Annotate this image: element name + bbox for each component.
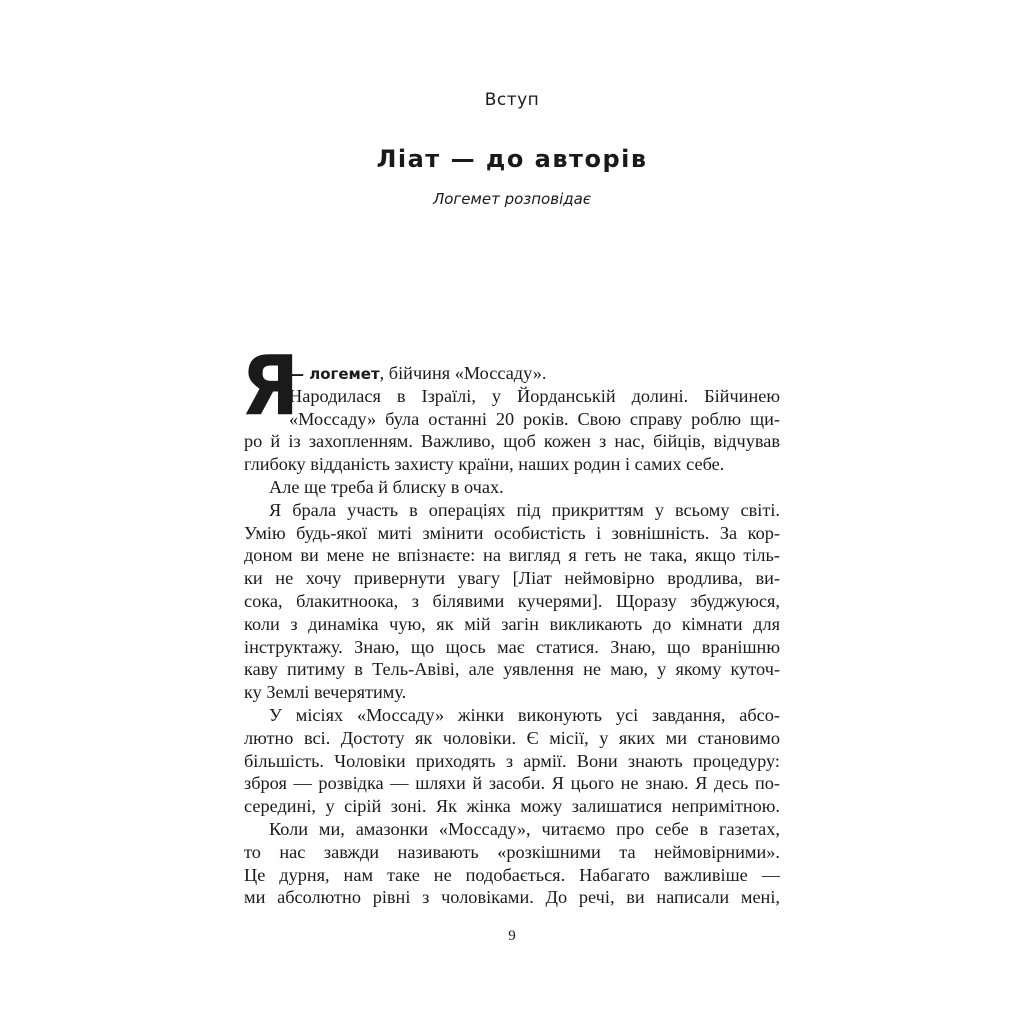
bold-term: — логемет xyxy=(289,365,380,383)
text-line: Народилася в Ізраїлі, у Йорданській долині. Бійчинею xyxy=(289,385,780,406)
text-span: , бійчиня «Моссаду». xyxy=(379,363,547,383)
text-line: середині, у сірій зоні. Як жінка можу залишатися непримітною. xyxy=(244,796,780,817)
body-text xyxy=(244,362,780,909)
chapter-subtitle: Логемет розповідає xyxy=(432,190,592,208)
page-number: 9 xyxy=(508,928,516,944)
text-line xyxy=(289,362,780,385)
chapter-title: Ліат — до авторів xyxy=(376,145,648,173)
text-line: доном ви мене не впізнаєте: на вигляд я геть не така, якщо тіль- xyxy=(244,545,780,566)
text-line: лютно всі. Достоту як чоловіки. Є місії, у яких ми становимо xyxy=(244,727,780,748)
text-line: ро й із захопленням. Важливо, щоб кожен з нас, бійців, відчував xyxy=(244,431,780,452)
text-line: глибоку відданість захисту країни, наших родин і самих себе. xyxy=(244,454,725,475)
text-line: Це дурня, нам таке не подобається. Набагато важливіше — xyxy=(244,864,780,885)
text-line: Але ще треба й блиску в очах. xyxy=(269,476,504,497)
text-line: Умію будь-якої миті змінити особистість і зовнішність. За кор- xyxy=(244,522,780,543)
text-line: ку Землі вечерятиму. xyxy=(244,682,407,703)
drop-cap: Я xyxy=(241,339,300,434)
text-line: Коли ми, амазонки «Моссаду», читаємо про себе в газетах, xyxy=(269,818,780,839)
text-line: інструктажу. Знаю, що щось має статися. Знаю, що вранішню xyxy=(244,636,780,657)
text-line: ми абсолютно рівні з чоловіками. До речі, ви написали мені, xyxy=(244,887,780,908)
text-line: то нас завжди називають «розкішними та неймовірними». xyxy=(244,841,780,862)
text-line: каву питиму в Тель-Авіві, але уявлення не маю, у якому куточ- xyxy=(244,659,780,680)
text-line: У місіях «Моссаду» жінки виконують усі завдання, абсо- xyxy=(269,704,780,725)
text-line: сока, блакитноока, з білявими кучерями]. Щоразу збуджуюся, xyxy=(244,590,780,611)
text-line: ки не хочу привернути увагу [Ліат неймовірно вродлива, ви- xyxy=(244,568,780,589)
text-line: більшість. Чоловіки приходять з армії. Вони знають процедуру: xyxy=(244,750,780,771)
text-line: зброя — розвідка — шляхи й засоби. Я цього не знаю. Я десь по- xyxy=(244,773,780,794)
text-line: коли з динаміка чую, як мій загін викликають до кімнати для xyxy=(244,613,780,634)
section-label: Вступ xyxy=(484,90,540,110)
text-line: Я брала участь в операціях під прикриттям у всьому світі. xyxy=(269,499,780,520)
text-line: «Моссаду» була останні 20 років. Свою справу роблю щи- xyxy=(289,408,780,429)
